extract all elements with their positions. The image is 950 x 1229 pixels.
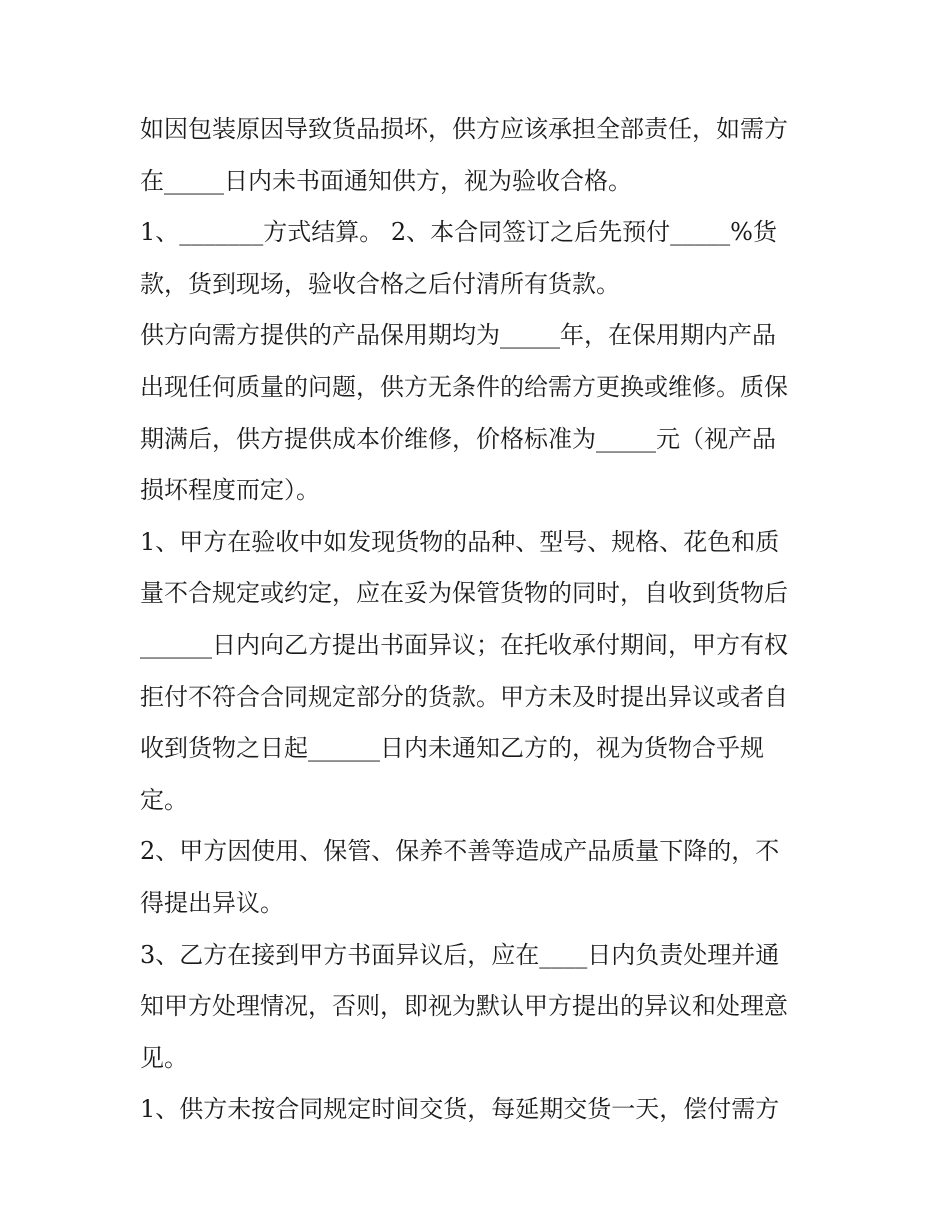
- text-line: 得提出异议。: [140, 888, 284, 917]
- text-line: 供方向需方提供的产品保用期均为_____年，在保用期内产品: [140, 321, 776, 350]
- text-line: 1、_______方式结算。 2、本合同签订之后先预付_____%货: [140, 218, 777, 247]
- text-line: 知甲方处理情况，否则，即视为默认甲方提出的异议和处理意: [140, 992, 788, 1021]
- text-line: 拒付不符合合同规定部分的货款。甲方未及时提出异议或者自: [140, 682, 788, 711]
- text-line: 收到货物之日起______日内未通知乙方的，视为货物合乎规: [140, 734, 764, 763]
- text-line: 在_____日内未书面通知供方，视为验收合格。: [140, 166, 632, 195]
- text-line: 量不合规定或约定，应在妥为保管货物的同时，自收到货物后: [140, 579, 788, 608]
- text-line: 如因包装原因导致货品损坏，供方应该承担全部责任，如需方: [140, 115, 788, 143]
- contract-text: [140, 104, 830, 1136]
- text-line: 1、甲方在验收中如发现货物的品种、型号、规格、花色和质: [140, 527, 780, 556]
- text-line: ______日内向乙方提出书面异议；在托收承付期间，甲方有权: [140, 630, 788, 659]
- text-line: 款，货到现场，验收合格之后付清所有货款。: [140, 269, 620, 298]
- text-line: 见。: [140, 1043, 188, 1072]
- text-line: 3、乙方在接到甲方书面异议后，应在____日内负责处理并通: [140, 940, 780, 969]
- text-line: 出现任何质量的问题，供方无条件的给需方更换或维修。质保: [140, 372, 788, 401]
- text-line: 定。: [140, 785, 188, 814]
- text-line: 损坏程度而定）。: [140, 476, 320, 505]
- text-line: 1、供方未按合同规定时间交货，每延期交货一天，偿付需方: [140, 1095, 780, 1124]
- text-line: 期满后，供方提供成本价维修，价格标准为_____元（视产品: [140, 424, 776, 453]
- text-line: 2、甲方因使用、保管、保养不善等造成产品质量下降的，不: [140, 837, 780, 866]
